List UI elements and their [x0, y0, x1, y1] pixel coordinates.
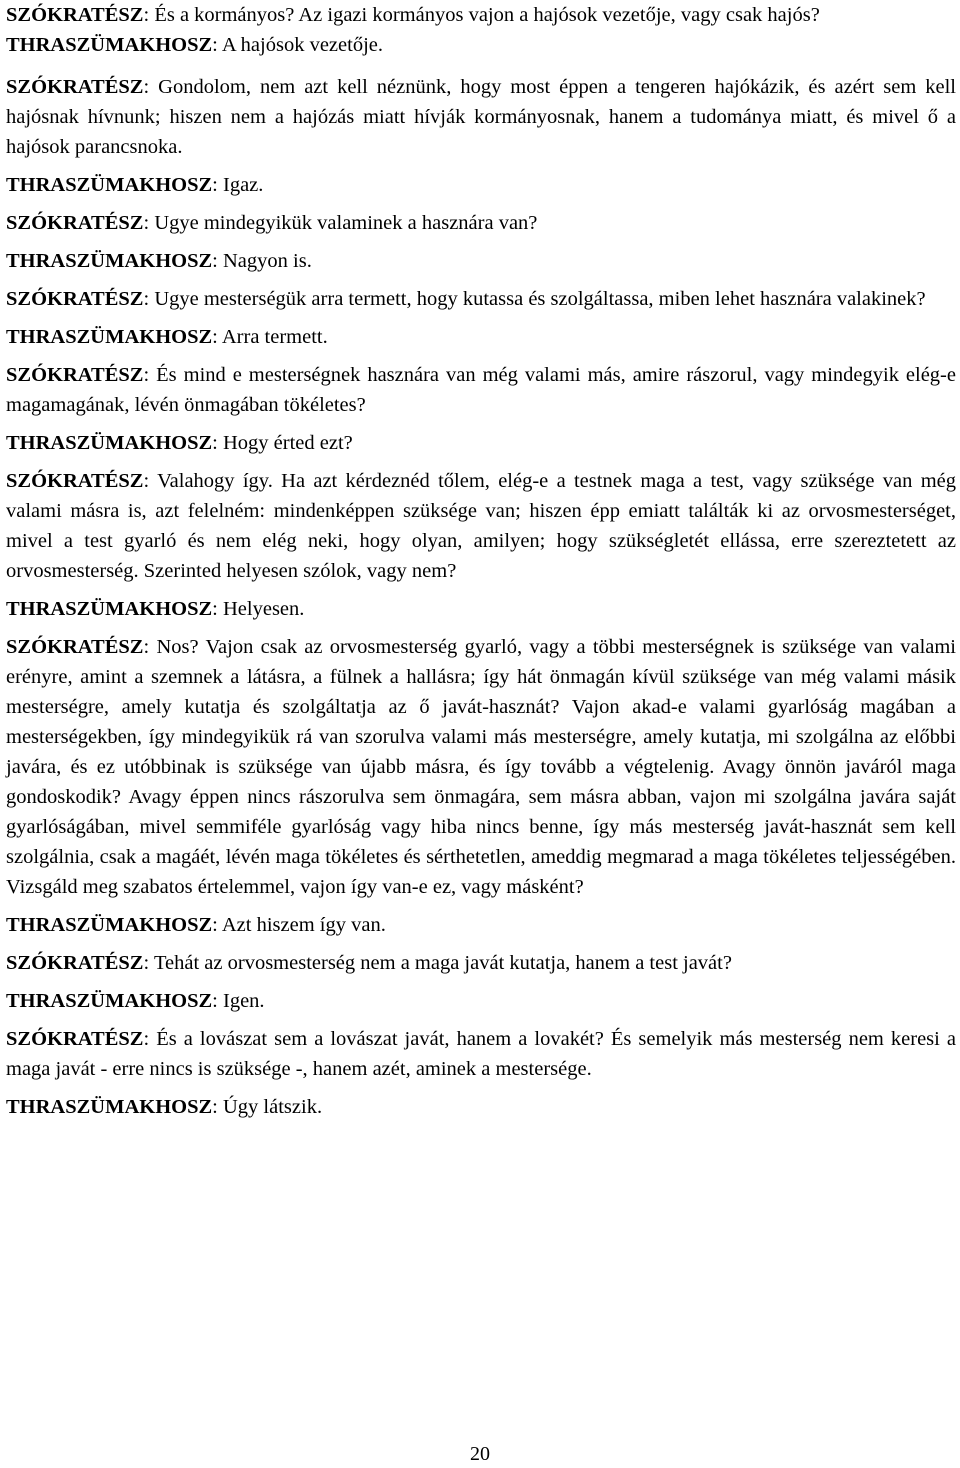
- speaker-name: SZÓKRATÉSZ: [6, 212, 144, 234]
- dialogue-line: SZÓKRATÉSZ: És a kormányos? Az igazi kormányos vajon a hajósok vezetője, vagy csak hajós?: [6, 4, 820, 26]
- dialogue-line: THRASZÜMAKHOSZ: Igen.: [6, 990, 265, 1012]
- dialogue-text: És a kormányos? Az igazi kormányos vajon a hajósok vezetője, vagy csak hajós?: [154, 4, 820, 26]
- dialogue-text: Tehát az orvosmesterség nem a maga javát kutatja, hanem a test javát?: [153, 952, 732, 974]
- speaker-name: THRASZÜMAKHOSZ: [6, 326, 213, 348]
- dialogue-text: Nos? Vajon csak az orvosmesterség gyarló, vagy a többi mesterségnek is szüksége van valami erényre, amint a szemnek a látásra, a fülnek a hallásra; így hát önmagán kívül szüksége van még valami másik mesterségre, amely kutatja és szolgáltatja az ő javát-hasznát? Vajon akad-e valami gyarlóság magában a mesterségekben, így mindegyikük rá van szorulva valami más mesterségre, amely kutatja, mi szolgálna az előbbi javára, és ez utóbbinak is szüksége van újabb másra, és így tovább a végtelenig. Avagy önnön javáról maga gondoskodik? Avagy éppen nincs rászorulva sem önmagára, sem másra abban, vajon mi szolgálna javára saját gyarlóságában, mivel semmiféle gyarlóság vagy hiba nincs benne, így más mesterség javát-hasznát sem kell szolgálnia, csak a magáét, lévén maga tökéletes és sérthetetlen, ameddig megmarad a maga tökéletes teljességében. Vizsgáld meg szabatos értelemmel, vajon így van-e ez, vagy másként?: [6, 636, 957, 898]
- dialogue-line: SZÓKRATÉSZ: És mind e mesterségnek hasznára van még valami más, amire rászorul, vagy mindegyik elég-e magamagának, lévén önmagában tökéletes?: [6, 364, 956, 416]
- dialogue-line: SZÓKRATÉSZ: Valahogy így. Ha azt kérdeznéd tőlem, elég-e a testnek maga a test, vagy szüksége van még valami másra is, azt felelném: mindenképpen szüksége van; hiszen épp emiatt találták ki az orvosmesterséget, mivel a test gyarló és nem elég neki, hogy olyan, amilyen; hogy szükségletét ellássa, erre szereztetett az orvosmesterség. Szerinted helyesen szólok, vagy nem?: [6, 470, 957, 582]
- dialogue-line: SZÓKRATÉSZ: Nos? Vajon csak az orvosmesterség gyarló, vagy a többi mesterségnek is szüksége van valami erényre, amint a szemnek a látásra, a fülnek a hallásra; így hát önmagán kívül szüksége van még valami másik mesterségre, amely kutatja és szolgáltatja az ő javát-hasznát? Vajon akad-e valami gyarlóság magában a mesterségekben, így mindegyikük rá van szorulva valami más mesterségre, amely kutatja, mi szolgálna az előbbi javára, és ez utóbbinak is szüksége van újabb másra, és így tovább a végtelenig. Avagy önnön javáról maga gondoskodik? Avagy éppen nincs rászorulva sem önmagára, sem másra abban, vajon mi szolgálna javára saját gyarlóságában, mivel semmiféle gyarlóság vagy hiba nincs benne, így más mesterség javát-hasznát sem kell szolgálnia, csak a magáét, lévén maga tökéletes és sérthetetlen, ameddig megmarad a maga tökéletes teljességében. Vizsgáld meg szabatos értelemmel, vajon így van-e ez, vagy másként?: [6, 636, 957, 898]
- speaker-name: THRASZÜMAKHOSZ: [6, 914, 213, 936]
- dialogue-text: Arra termett.: [221, 326, 328, 348]
- dialogue-text: Gondolom, nem azt kell néznünk, hogy most éppen a tengeren hajókázik, és azért sem kell hajósnak hívnunk; hiszen nem a hajózás miatt hívják kormányosnak, hanem a tudománya miatt, és mivel ő a hajósok parancsnoka.: [6, 76, 956, 158]
- dialogue-line: THRASZÜMAKHOSZ: Úgy látszik.: [6, 1096, 323, 1118]
- dialogue-line: SZÓKRATÉSZ: Gondolom, nem azt kell néznünk, hogy most éppen a tengeren hajókázik, és azért sem kell hajósnak hívnunk; hiszen nem a hajózás miatt hívják kormányosnak, hanem a tudománya miatt, és mivel ő a hajósok parancsnoka.: [6, 76, 956, 158]
- dialogue-text: Ugye mindegyikük valaminek a hasznára van?: [154, 212, 538, 234]
- dialogue-text: És mind e mesterségnek hasznára van még valami más, amire rászorul, vagy mindegyik elég-e magamagának, lévén önmagában tökéletes?: [6, 364, 956, 416]
- dialogue-line: THRASZÜMAKHOSZ: Igaz.: [6, 174, 264, 196]
- speaker-name: THRASZÜMAKHOSZ: [6, 598, 213, 620]
- dialogue-text: Nagyon is.: [223, 250, 312, 272]
- dialogue-line: THRASZÜMAKHOSZ: Azt hiszem így van.: [6, 914, 386, 936]
- dialogue-line: SZÓKRATÉSZ: És a lovászat sem a lovászat javát, hanem a lovakét? És semelyik más mesterség nem keresi a maga javát - erre nincs is szüksége -, hanem azét, aminek a mestersége.: [6, 1028, 956, 1080]
- speaker-name: SZÓKRATÉSZ: [6, 364, 144, 386]
- dialogue-line: SZÓKRATÉSZ: Ugye mindegyikük valaminek a hasznára van?: [6, 212, 538, 234]
- speaker-name: THRASZÜMAKHOSZ: [6, 34, 213, 56]
- speaker-name: SZÓKRATÉSZ: [6, 470, 144, 492]
- dialogue-text: Ugye mesterségük arra termett, hogy kutassa és szolgáltassa, miben lehet hasznára valakinek?: [154, 288, 926, 310]
- dialogue-line: SZÓKRATÉSZ: Tehát az orvosmesterség nem a maga javát kutatja, hanem a test javát?: [6, 952, 732, 974]
- dialogue-line: THRASZÜMAKHOSZ: A hajósok vezetője.: [6, 34, 383, 56]
- speaker-name: SZÓKRATÉSZ: [6, 76, 144, 98]
- dialogue-line: THRASZÜMAKHOSZ: Hogy érted ezt?: [6, 432, 353, 454]
- speaker-name: SZÓKRATÉSZ: [6, 636, 144, 658]
- dialogue-line: SZÓKRATÉSZ: Ugye mesterségük arra termett, hogy kutassa és szolgáltassa, miben lehet hasznára valakinek?: [6, 288, 926, 310]
- speaker-name: SZÓKRATÉSZ: [6, 1028, 144, 1050]
- speaker-name: THRASZÜMAKHOSZ: [6, 174, 213, 196]
- speaker-name: THRASZÜMAKHOSZ: [6, 250, 213, 272]
- speaker-name: THRASZÜMAKHOSZ: [6, 432, 213, 454]
- dialogue-text: Igen.: [223, 990, 265, 1012]
- dialogue-text: Valahogy így. Ha azt kérdeznéd tőlem, elég-e a testnek maga a test, vagy szüksége van még valami másra is, azt felelném: mindenképpen szüksége van; hiszen épp emiatt találták ki az orvosmesterséget, mivel a test gyarló és nem elég neki, hogy olyan, amilyen; hogy szükségletét ellássa, erre szereztetett az orvosmesterség. Szerinted helyesen szólok, vagy nem?: [6, 470, 957, 582]
- document-page: [6, 0, 956, 1122]
- dialogue-line: THRASZÜMAKHOSZ: Nagyon is.: [6, 250, 312, 272]
- dialogue-text: Igaz.: [223, 174, 264, 196]
- dialogue-text: Hogy érted ezt?: [223, 432, 353, 454]
- speaker-name: THRASZÜMAKHOSZ: [6, 990, 213, 1012]
- dialogue-text: És a lovászat sem a lovászat javát, hanem a lovakét? És semelyik más mesterség nem keresi a maga javát - erre nincs is szüksége -, hanem azét, aminek a mestersége.: [6, 1028, 956, 1080]
- dialogue-line: THRASZÜMAKHOSZ: Arra termett.: [6, 326, 328, 348]
- speaker-name: SZÓKRATÉSZ: [6, 4, 144, 26]
- page-number: 20: [470, 1443, 490, 1465]
- speaker-name: SZÓKRATÉSZ: [6, 952, 144, 974]
- dialogue-text: Úgy látszik.: [223, 1096, 323, 1118]
- dialogue-text: A hajósok vezetője.: [221, 34, 383, 56]
- speaker-name: SZÓKRATÉSZ: [6, 288, 144, 310]
- dialogue-line: THRASZÜMAKHOSZ: Helyesen.: [6, 598, 305, 620]
- speaker-name: THRASZÜMAKHOSZ: [6, 1096, 213, 1118]
- dialogue-text: Azt hiszem így van.: [221, 914, 386, 936]
- dialogue-text: Helyesen.: [223, 598, 305, 620]
